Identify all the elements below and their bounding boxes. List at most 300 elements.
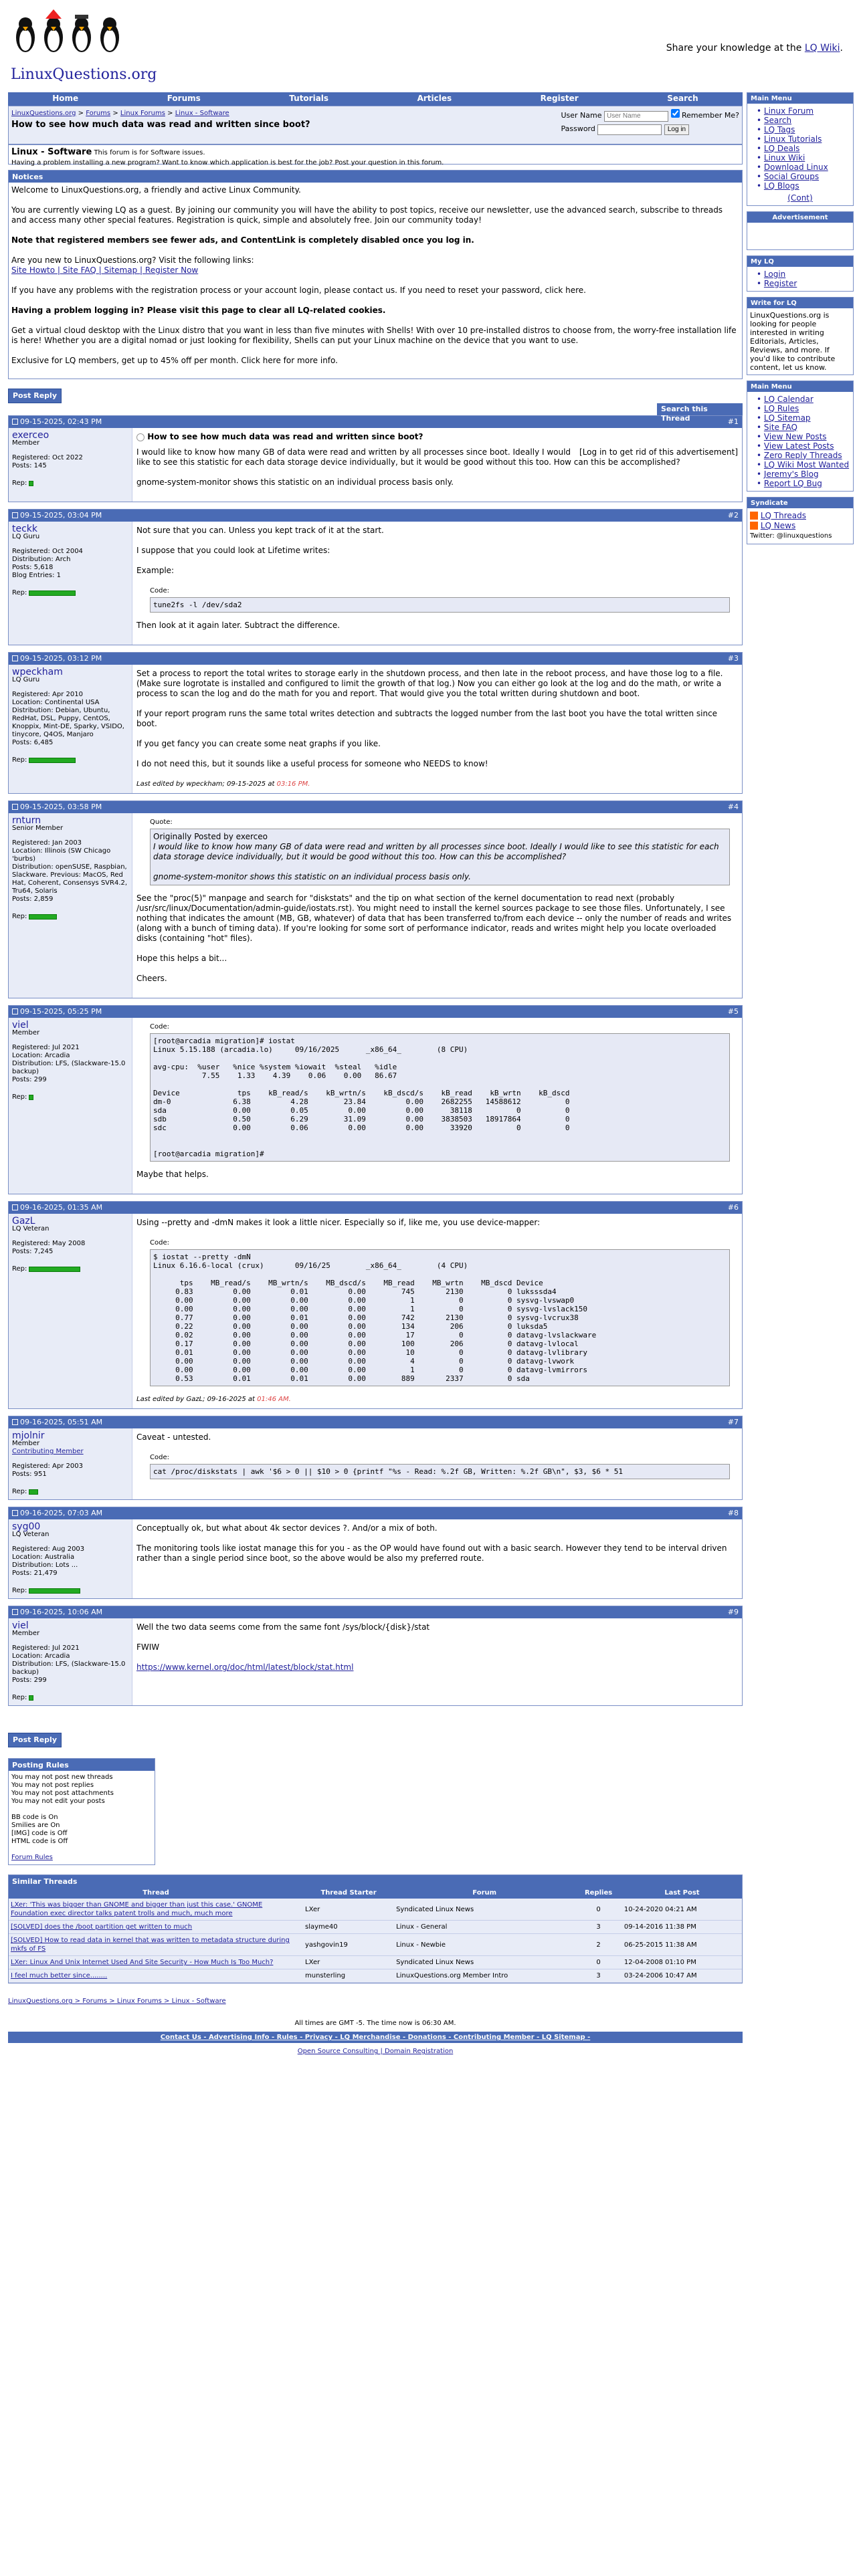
edited-text: Last edited by GazL; 09-16-2025 at	[136, 1396, 255, 1403]
post	[8, 509, 743, 645]
reputation-bar	[29, 1267, 80, 1272]
reputation: Rep:	[12, 1694, 128, 1702]
forum-cell: Linux - Newbie	[394, 1934, 575, 1956]
reputation: Rep:	[12, 1587, 128, 1595]
footer-links2	[8, 2047, 743, 2056]
advert-title: Advertisement	[747, 212, 853, 223]
sidebar-main-menu	[747, 92, 854, 206]
img-status: [IMG] code is Off	[11, 1830, 68, 1838]
sidebar-item-link[interactable]: LQ Deals	[763, 144, 800, 153]
post-body	[132, 428, 742, 502]
sidebar-item	[757, 441, 850, 451]
code-label: Code:	[150, 1454, 169, 1461]
post-icon	[12, 655, 18, 661]
rule-line: You may not post replies	[11, 1782, 94, 1790]
post-username[interactable]: viel	[12, 1020, 29, 1031]
lastpost-cell: 03-24-2006 10:47 AM	[622, 1969, 742, 1983]
post-rank: LQ Veteran	[12, 1531, 50, 1538]
sidebar-item	[757, 181, 850, 191]
lastpost-cell: 12-04-2008 01:10 PM	[622, 1956, 742, 1969]
post-rank2: Contributing Member	[12, 1448, 84, 1455]
tagline	[666, 42, 843, 54]
nav-tutorials[interactable]: Tutorials	[289, 94, 329, 104]
sidebar-item-link[interactable]: Download Linux	[763, 163, 828, 172]
posts-list	[8, 415, 743, 1706]
post-meta: Posts: 299	[12, 1677, 47, 1684]
sidebar-item-link[interactable]: Search	[763, 116, 792, 125]
mylq-title: My LQ	[747, 256, 853, 267]
post-date: 09-15-2025, 03:12 PM	[20, 653, 102, 663]
post-icon	[12, 1609, 18, 1615]
sidebar-item-link[interactable]: LQ Rules	[763, 403, 799, 413]
reputation-bar	[29, 914, 57, 920]
sidebar-item-link[interactable]: Social Groups	[763, 172, 820, 181]
post-author-panel	[9, 813, 132, 998]
post-rank: LQ Guru	[12, 676, 40, 683]
sidebar-item	[757, 163, 850, 172]
reputation: Rep:	[12, 756, 128, 764]
replies-cell: 0	[575, 1956, 622, 1969]
post-icon	[12, 1008, 18, 1014]
password-label: Password	[561, 124, 595, 133]
post-meta: Posts: 21,479	[12, 1570, 58, 1577]
notices-title: Notices	[9, 171, 742, 183]
sidebar-item	[757, 395, 850, 404]
sidebar-item-link[interactable]: LQ Blogs	[763, 181, 799, 191]
table-row	[9, 1899, 742, 1921]
post-icon	[12, 512, 18, 518]
code-block: tune2fs -l /dev/sda2	[150, 597, 730, 613]
post-number[interactable]: #9	[727, 1607, 739, 1616]
sidebar-item-link[interactable]: Zero Reply Threads	[763, 450, 842, 460]
post-text: If your report program runs the same total writes detection and subtracts the logged number from the last boot you have the total written since boot.	[136, 709, 718, 728]
notice-new: Are you new to LinuxQuestions.org? Visit the following links:	[11, 255, 254, 265]
notice-cookies: Having a problem logging in? Please visit this page to clear all LQ-related cookies.	[11, 306, 386, 315]
post-link[interactable]: https://www.kernel.org/doc/html/latest/block/stat.html	[136, 1662, 354, 1672]
starter-cell: munsterling	[303, 1969, 394, 1983]
col-starter: Thread Starter	[303, 1887, 394, 1899]
lastpost-cell: 06-25-2015 11:38 AM	[622, 1934, 742, 1956]
replies-cell: 0	[575, 1899, 622, 1921]
sidebar-syndicate	[747, 497, 854, 544]
post	[8, 415, 743, 502]
table-row	[9, 1969, 742, 1983]
sidebar-item	[757, 279, 850, 288]
post-author-panel	[9, 1428, 132, 1499]
post-number[interactable]: #7	[727, 1417, 739, 1426]
sidebar-item-link[interactable]: Report LQ Bug	[763, 478, 822, 488]
post-number[interactable]: #4	[727, 802, 739, 811]
post-text: Example:	[136, 566, 175, 575]
post-text: Well the two data seems come from the same font /sys/block/{disk}/stat	[136, 1622, 430, 1632]
sidebar-item	[757, 432, 850, 441]
reputation: Rep:	[12, 913, 128, 921]
post-meta: Posts: 951	[12, 1471, 47, 1478]
post-header	[9, 1416, 742, 1428]
reputation-bar	[29, 758, 76, 763]
post-number[interactable]: #2	[727, 510, 739, 520]
login-form	[561, 109, 739, 136]
footer-links	[8, 2032, 743, 2043]
footer-links2-text[interactable]: Open Source Consulting | Domain Registration	[297, 2048, 454, 2056]
sidebar-item-link[interactable]: View Latest Posts	[763, 441, 834, 451]
post	[8, 1201, 743, 1409]
thread-cell[interactable]: [SOLVED] How to read data in kernel that was written to metadata structure during mkfs of FS	[9, 1934, 303, 1956]
post	[8, 1005, 743, 1194]
syndicate-title: Syndicate	[747, 498, 853, 508]
sidebar-item	[757, 116, 850, 125]
post-meta: Posts: 6,485	[12, 739, 54, 746]
post-reply-button[interactable]: Post Reply	[8, 389, 62, 403]
sidebar-main-menu-2	[747, 381, 854, 492]
post-text: Conceptually ok, but what about 4k sector devices ?. And/or a mix of both.	[136, 1523, 438, 1533]
col-forum: Forum	[394, 1887, 575, 1899]
nav-home[interactable]: Home	[52, 94, 79, 104]
post-reply-button-bottom[interactable]: Post Reply	[8, 1733, 62, 1747]
post-rank: Member	[12, 1630, 40, 1637]
quote-author: Originally Posted by exerceo	[153, 832, 268, 841]
reputation: Rep:	[12, 1488, 128, 1496]
post-text: Caveat - untested.	[136, 1432, 211, 1442]
forum-rules-link[interactable]: Forum Rules	[11, 1854, 53, 1862]
search-thread-button[interactable]: Search this Thread	[657, 403, 743, 415]
mylq-link[interactable]: Login	[763, 269, 786, 279]
code-label: Code:	[150, 1239, 169, 1247]
post-author-panel	[9, 1018, 132, 1194]
post-number[interactable]: #8	[727, 1508, 739, 1517]
post-icon	[12, 1510, 18, 1516]
sidebar-item-link[interactable]: LQ Calendar	[763, 394, 814, 404]
post-body	[132, 813, 742, 998]
post-meta: Distribution: Debian, Ubuntu, RedHat, DSL, Puppy, CentOS, Knoppix, Mint-DE, Sparky, VSIDO, tinycore, Q4OS, Manjaro	[12, 707, 124, 738]
notice-exclusive: Exclusive for LQ members, get up to 45% off per month. Click here for more info.	[11, 356, 338, 365]
edited-note	[136, 779, 738, 789]
tagline-end: .	[840, 43, 843, 53]
post-username[interactable]: teckk	[12, 524, 38, 534]
edited-time: 03:16 PM.	[276, 780, 310, 788]
nav-articles[interactable]: Articles	[417, 94, 452, 104]
notice-links[interactable]: Site Howto | Site FAQ | Sitemap | Register Now	[11, 265, 199, 275]
logo-text: LinuxQuestions.org	[11, 66, 157, 83]
sidebar-item	[757, 172, 850, 181]
sidebar-item-link[interactable]: LQ Sitemap	[763, 413, 811, 423]
post-meta: Posts: 5,618	[12, 564, 54, 571]
sidebar-item	[757, 469, 850, 479]
post-header	[9, 653, 742, 665]
nav-forums[interactable]: Forums	[167, 94, 201, 104]
post	[8, 1416, 743, 1500]
post-meta: Location: Australia	[12, 1553, 75, 1561]
forum-cell: LinuxQuestions.org Member Intro	[394, 1969, 575, 1983]
post-text: Not sure that you can. Unless you kept track of it at the start.	[136, 526, 384, 535]
replies-cell: 3	[575, 1921, 622, 1934]
password-input[interactable]	[597, 124, 662, 135]
replies-cell: 2	[575, 1934, 622, 1956]
post-header	[9, 1606, 742, 1618]
post	[8, 800, 743, 998]
edited-time: 01:46 AM.	[257, 1396, 291, 1403]
post-header	[9, 1507, 742, 1519]
twitter-link[interactable]: Twitter: @linuxquestions	[750, 532, 832, 540]
notices-box	[8, 170, 743, 379]
sidebar-item-link[interactable]: LQ Wiki Most Wanted	[763, 459, 850, 469]
post-date: 09-15-2025, 02:43 PM	[20, 417, 102, 426]
sidebar-item-link[interactable]: View New Posts	[763, 431, 827, 441]
post-meta: Distribution: LFS, (Slackware-15.0 backup)	[12, 1660, 126, 1676]
code-label: Code:	[150, 1023, 169, 1031]
post-date: 09-16-2025, 01:35 AM	[20, 1202, 103, 1212]
post-meta: Registered: Jan 2003	[12, 839, 82, 847]
footer-time: All times are GMT -5. The time now is 06:30 AM.	[294, 2020, 456, 2028]
post-author-panel	[9, 1618, 132, 1705]
starter-cell: slayme40	[303, 1921, 394, 1934]
post-author-panel	[9, 1214, 132, 1408]
thread-title: How to see how much data was read and written since boot?	[11, 120, 310, 130]
tagline-text: Share your knowledge at the	[666, 43, 802, 53]
reputation: Rep:	[12, 1093, 128, 1101]
breadcrumb-home[interactable]: LinuxQuestions.org	[11, 110, 76, 117]
remember-me-checkbox[interactable]	[671, 109, 680, 118]
forum-cell: Syndicated Linux News	[394, 1899, 575, 1921]
post-username[interactable]: exerceo	[12, 430, 50, 441]
post-text: Then look at it again later. Subtract the difference.	[136, 621, 341, 630]
post-username[interactable]: GazL	[12, 1216, 35, 1226]
post-text: Cheers.	[136, 974, 167, 983]
footer-links-text[interactable]: Contact Us - Advertising Info - Rules - Privacy - LQ Merchandise - Donations - Contributing Member - LQ Sitemap -	[160, 2034, 591, 2042]
sidebar-item-link[interactable]: Site FAQ	[763, 422, 798, 432]
edited-note	[136, 1394, 738, 1404]
sidebar-item-link[interactable]: Jeremy's Blog	[763, 469, 819, 479]
reputation-bar	[29, 481, 33, 486]
post-date: 09-15-2025, 05:25 PM	[20, 1006, 102, 1016]
post	[8, 652, 743, 794]
post-header	[9, 1202, 742, 1214]
reputation-bar	[29, 591, 76, 596]
sidebar-item	[757, 134, 850, 144]
post-text: I do not need this, but it sounds like a useful process for someone who NEEDS to know!	[136, 759, 488, 768]
posting-rules	[8, 1758, 155, 1865]
bbcode-status: BB code is On	[11, 1814, 58, 1822]
username-label: User Name	[561, 111, 602, 120]
post	[8, 1507, 743, 1599]
nav-register[interactable]: Register	[540, 94, 579, 104]
cont-link[interactable]: (Cont)	[787, 193, 813, 203]
lq-wiki-link[interactable]: LQ Wiki	[804, 43, 840, 53]
write-text: LinuxQuestions.org is looking for people interested in writing Editorials, Articles, Reviews, and more. If you'd like to contribute content, let us know.	[750, 310, 836, 372]
table-row	[9, 1956, 742, 1969]
remember-me-label: Remember Me?	[682, 111, 739, 120]
notice-registered: Note that registered members see fewer ads, and ContentLink is completely disabled once you log in.	[11, 235, 474, 245]
breadcrumb-box	[8, 106, 743, 144]
sidebar-item	[757, 106, 850, 116]
post-text: Hope this helps a bit...	[136, 954, 227, 963]
post-username[interactable]: wpeckham	[12, 667, 63, 677]
syndicate-threads[interactable]: LQ Threads	[760, 510, 806, 520]
nav-search[interactable]: Search	[667, 94, 698, 104]
post-rank: Member	[12, 1029, 40, 1037]
replies-cell: 3	[575, 1969, 622, 1983]
thread-cell[interactable]: LXer: 'This was bigger than GNOME and bigger than just this case.' GNOME Foundation exec director talks patent trolls and much, much more	[9, 1899, 303, 1921]
mylq-link[interactable]: Register	[763, 278, 797, 288]
notice-shells: Get a virtual cloud desktop with the Linux distro that you want in less than five minutes with Shells! With over 10 pre-installed distros to choose from, the worry-free installation life is here! Whether you are a digital nomad or just looking for flexibility, Shells can put your Linux machine on the device that you want to use.	[11, 326, 737, 345]
post-body	[132, 1018, 742, 1194]
starter-cell: LXer	[303, 1956, 394, 1969]
forum-desc: This forum is for Software issues.	[94, 149, 205, 156]
rule-line: You may not post new threads	[11, 1774, 113, 1782]
thread-cell[interactable]: [SOLVED] does the /boot partition get written to much	[9, 1921, 303, 1934]
forum-desc2: Having a problem installing a new program? Want to know which application is best for the job? Post your question in this forum.	[11, 158, 444, 167]
post-author-panel	[9, 1519, 132, 1598]
post-username[interactable]: rnturn	[12, 815, 41, 826]
post-meta: Registered: Oct 2004	[12, 548, 83, 555]
code-block: $ iostat --pretty -dmN Linux 6.16.6-local (crux) 09/16/25 _x86_64_ (4 CPU) tps MB_read/s MB_wrtn/s MB_dscd/s MB_read MB_wrtn MB_dscd Device 0.83 0.00 0.01 0.00 745 2130 0 luksssda4 0.00 0.00 0.00 0.00 1 0 0 sysvg-lvswap0 0.00 0.00 0.00 0.00 1 0 0 sysvg-lvslack150 0.77 0.00 0.01 0.00 742 2130 0 sysvg-lvcrux38 0.22 0.00 0.00 0.00 134 206 0 luksda5 0.02 0.00 0.00 0.00 17 0 0 datavg-lvslackware 0.17 0.00 0.00 0.00 100 206 0 datavg-lvlocal 0.01 0.00 0.00 0.00 10 0 0 datavg-lvlibrary 0.00 0.00 0.00 0.00 4 0 0 datavg-lvwork 0.00 0.00 0.00 0.00 1 0 0 datavg-lvmirrors 0.53 0.01 0.01 0.00 889 2337 0 sda	[150, 1249, 730, 1386]
post-text: Maybe that helps.	[136, 1170, 209, 1179]
syndicate-news[interactable]: LQ News	[760, 520, 796, 530]
rss-icon	[750, 522, 758, 530]
breadcrumb-linux-software[interactable]: Linux - Software	[175, 110, 229, 117]
reputation-bar	[29, 1095, 33, 1100]
top-navbar	[8, 92, 743, 106]
post-body	[132, 665, 742, 793]
sidebar	[747, 92, 854, 550]
post-meta: Location: Illinois (SW Chicago 'burbs)	[12, 847, 111, 863]
post-meta: Posts: 7,245	[12, 1248, 54, 1255]
post-header	[9, 1006, 742, 1018]
rule-line: You may not edit your posts	[11, 1798, 105, 1806]
post-number[interactable]: #1	[727, 417, 739, 426]
code-block: [root@arcadia migration]# iostat Linux 5.15.188 (arcadia.lo) 09/16/2025 _x86_64_ (8 CPU) avg-cpu: %user %nice %system %iowait %steal %idle 7.55 1.33 4.39 0.06 0.00 86.67 Device tps kB_read/s kB_wrtn/s kB_dscd/s kB_read kB_wrtn kB_dscd dm-0 6.38 4.28 23.84 0.00 2682255 14588612 0 sda 0.00 0.05 0.00 0.00 38118 0 0 sdb 0.50 6.29 31.09 0.00 3838503 18917864 0 sdc 0.00 0.06 0.00 0.00 33920 0 0 [root@arcadia migration]#	[150, 1033, 730, 1162]
sidebar-item	[757, 479, 850, 488]
lastpost-cell: 09-14-2016 11:38 PM	[622, 1921, 742, 1934]
rule-line: You may not post attachments	[11, 1790, 114, 1798]
sidebar-item	[757, 125, 850, 134]
quote-box	[150, 829, 730, 885]
breadcrumb-linux-forums[interactable]: Linux Forums	[120, 110, 165, 117]
post-text: FWIW	[136, 1642, 160, 1652]
post-icon	[12, 1419, 18, 1425]
post-meta: Distribution: openSUSE, Raspbian, Slackware. Previous: MacOS, Red Hat, Coherent, Consensys SVR4.2, Tru64, Solaris	[12, 863, 128, 895]
post-icon	[12, 804, 18, 810]
post-meta: Distribution: Arch	[12, 556, 71, 563]
post-text: Using --pretty and -dmN makes it look a little nicer. Especially so if, like me, you use device-mapper:	[136, 1218, 541, 1227]
post-date: 09-16-2025, 10:06 AM	[20, 1607, 103, 1616]
reputation-bar	[29, 1489, 38, 1495]
reputation: Rep:	[12, 479, 128, 488]
advert-placeholder[interactable]: [Log in to get rid of this advertisement]	[579, 447, 738, 457]
write-title: Write for LQ	[747, 298, 853, 308]
post-text: I suppose that you could look at Lifetime writes:	[136, 546, 330, 555]
sidebar-item	[757, 423, 850, 432]
post-author-panel	[9, 522, 132, 645]
post-text: I would like to know how many GB of data were read and written by all processes since boot. Ideally I would like to see this statistic for each data storage device individually, but it would be good without this too. How can this be accomplished?	[136, 447, 680, 467]
notice-guest: You are currently viewing LQ as a guest. By joining our community you will have the ability to post topics, receive our newsletter, use the advanced search, subscribe to threads and access many other special features. Registration is quick, simple and absolutely free. Join our community today!	[11, 205, 723, 225]
username-input[interactable]	[604, 111, 668, 122]
sidebar-advertisement	[747, 211, 854, 250]
post-date: 09-16-2025, 05:51 AM	[20, 1417, 103, 1426]
main2-title: Main Menu	[747, 381, 853, 392]
forum-cell: Syndicated Linux News	[394, 1956, 575, 1969]
post-date: 09-15-2025, 03:58 PM	[20, 802, 102, 811]
post-text: Set a process to report the total writes to storage early in the shutdown process, and then late in the reboot process, and have those log to a file. (Make sure logrotate is installed and configured to limit the growth of that log.) Now you can either go look at the log and do the math, or write a process to scan the log and do the math for you and report. That would give you the total written during shutdown and boot.	[136, 669, 723, 698]
post-meta: Registered: Apr 2003	[12, 1463, 83, 1470]
post-meta: Posts: 299	[12, 1076, 47, 1083]
code-block: cat /proc/diskstats | awk '$6 > 0 || $10 > 0 {printf "%s - Read: %.2f GB, Written: %.2f GB\n", $3, $6 * 51	[150, 1464, 730, 1479]
post-body	[132, 1519, 742, 1598]
thread-cell[interactable]: I feel much better since........	[9, 1969, 303, 1983]
quote-text: I would like to know how many GB of data were read and written by all processes since boot. Ideally I would like to see this statistic for each data storage device individually, but it would be good without this too. How can this be accomplished? gnome-system-monitor shows this statistic on an individual process basis only.	[153, 842, 719, 881]
post-meta: Registered: Jul 2021	[12, 1644, 80, 1652]
post-text: The monitoring tools like iostat manage this for you - as the OP would have found out with a basic search. However they tend to be interval driven rather than a single period since boot, so the above would be also my preferred route.	[136, 1543, 727, 1563]
post-header	[9, 416, 742, 428]
post-username[interactable]: syg00	[12, 1521, 41, 1532]
site-logo[interactable]	[8, 5, 159, 86]
post-rank: Member	[12, 1440, 40, 1447]
post-body	[132, 1428, 742, 1499]
breadcrumb: LinuxQuestions.org > Forums > Linux Forums > Linux - Software	[11, 110, 229, 117]
post-meta: Location: Continental USA	[12, 699, 100, 706]
table-row	[9, 1934, 742, 1956]
footer-breadcrumb[interactable]: LinuxQuestions.org > Forums > Linux Forums > Linux - Software	[8, 1998, 226, 2006]
post-meta: Registered: Oct 2022	[12, 454, 83, 461]
similar-threads	[8, 1874, 743, 1983]
header	[8, 5, 851, 86]
posting-rules-title: Posting Rules	[9, 1759, 155, 1771]
forum-info	[8, 144, 743, 165]
sidebar-item-link[interactable]: Linux Tutorials	[763, 134, 822, 144]
sidebar-item	[757, 451, 850, 460]
post-title-icon	[136, 433, 145, 441]
post-rank: Member	[12, 439, 40, 447]
post-text: See the "proc(5)" manpage and search for "diskstats" and the tip on what section of the kernel documentation to read next (probably /usr/src/linux/Documentation/admin-guide/iostats.rst). You might need to install the kernel sources package to see those files. Unfortunately, I see nothing that indicates the amount (MB, GB, whatever) of data that has been transferred to/from each device -- only the number of reads and writes (along with a bunch of timing data). If you're looking for some sort of performance indicator, reads and writes might help you locate overloaded disks (containing "hot" files).	[136, 893, 732, 943]
main-menu-title: Main Menu	[747, 93, 853, 104]
post-text: gnome-system-monitor shows this statistic on an individual process basis only.	[136, 477, 454, 487]
sidebar-item-link[interactable]: Linux Forum	[763, 106, 814, 116]
post-meta: Location: Arcadia	[12, 1652, 70, 1660]
post-number[interactable]: #6	[727, 1202, 739, 1212]
reputation: Rep:	[12, 589, 128, 597]
forum-name: Linux - Software	[11, 147, 92, 157]
post-meta: Location: Arcadia	[12, 1052, 70, 1059]
footer	[8, 1997, 743, 2006]
post-body	[132, 522, 742, 645]
sidebar-mylq	[747, 255, 854, 292]
sidebar-item	[757, 153, 850, 163]
notice-welcome: Welcome to LinuxQuestions.org, a friendly and active Linux Community.	[11, 185, 301, 195]
starter-cell: LXer	[303, 1899, 394, 1921]
post-meta: Posts: 145	[12, 462, 47, 469]
breadcrumb-forums[interactable]: Forums	[86, 110, 111, 117]
post-number[interactable]: #5	[727, 1006, 739, 1016]
post-number[interactable]: #3	[727, 653, 739, 663]
quote-label: Quote:	[150, 819, 173, 826]
forum-cell: Linux - General	[394, 1921, 575, 1934]
sidebar-item-link[interactable]: Linux Wiki	[763, 153, 805, 163]
thread-cell[interactable]: LXer: Linux And Unix Internet Used And Site Security - How Much Is Too Much?	[9, 1956, 303, 1969]
post-username[interactable]: viel	[12, 1620, 29, 1631]
sidebar-item-link[interactable]: LQ Tags	[763, 125, 795, 134]
reputation-bar	[29, 1588, 80, 1594]
post-title: How to see how much data was read and written since boot?	[147, 432, 423, 441]
sidebar-item	[757, 144, 850, 153]
post-meta: Registered: Jul 2021	[12, 1044, 80, 1051]
sidebar-item	[757, 404, 850, 413]
post-username[interactable]: mjolnir	[12, 1430, 45, 1441]
post-author-panel	[9, 428, 132, 502]
post-icon	[12, 419, 18, 425]
post-rank: LQ Veteran	[12, 1225, 50, 1232]
post-meta: Registered: Apr 2010	[12, 691, 83, 698]
login-button[interactable]: Log in	[664, 124, 689, 135]
